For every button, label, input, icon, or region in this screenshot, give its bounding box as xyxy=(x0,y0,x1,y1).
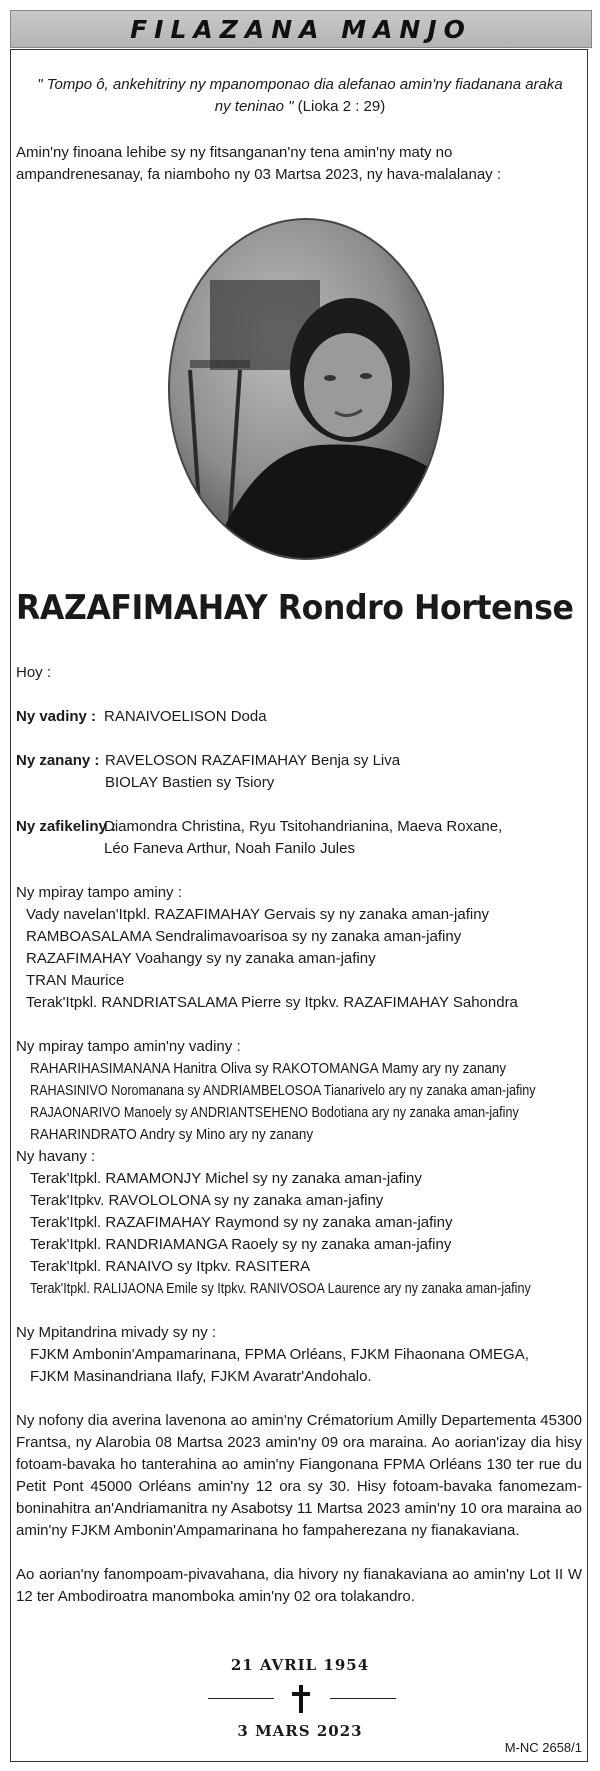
zafikeliny-name: Diamondra Christina, Ryu Tsitohandrianina, Maeva Roxane, xyxy=(104,818,503,835)
list-item xyxy=(30,1102,600,1124)
list-item xyxy=(30,1278,600,1300)
header-title: FILAZANA MANJO xyxy=(130,14,472,44)
zanany-name: RAVELOSON RAZAFIMAHAY Benja sy Liva xyxy=(105,752,401,769)
bible-quote xyxy=(30,74,570,118)
deceased-name: RAZAFIMAHAY Rondro Hortense xyxy=(16,588,574,628)
list-item: Vady navelan'Itpkl. RAZAFIMAHAY Gervais sy ny zanaka aman-jafiny xyxy=(26,906,490,923)
list-item-text: RAHARINDRATO Andry sy Mino ary ny zanany xyxy=(30,1126,314,1143)
family-gathering-paragraph: Ao aorian'ny fanompoam-pivavahana, dia hivory ny fianakaviana ao amin'ny Lot II W 12 ter Ambodiroatra manomboka amin'ny 02 ora tolakandro. xyxy=(16,1566,582,1605)
list-item: Terak'Itpkl. RANAIVO sy Itpkv. RASITERA xyxy=(30,1258,311,1275)
list-item-text: RAJAONARIVO Manoely sy ANDRIANTSEHENO Bodotiana ary ny zanaka aman-jafiny xyxy=(30,1104,519,1121)
divider-right xyxy=(330,1698,396,1699)
mpitandrina-label: Ny Mpitandrina mivady sy ny : xyxy=(16,1324,217,1341)
mpitandrina-list xyxy=(30,1344,529,1388)
quote-reference: (Lioka 2 : 29) xyxy=(293,98,386,115)
mpiray-tampo-vadiny-list xyxy=(30,1058,600,1146)
havany-label: Ny havany : xyxy=(16,1148,96,1165)
havany-list xyxy=(30,1168,600,1300)
hoy-label: Hoy : xyxy=(16,664,52,681)
mpiray-tampo-list xyxy=(26,904,518,1014)
portrait-image xyxy=(170,220,444,560)
list-item: FJKM Ambonin'Ampamarinana, FPMA Orléans, FJKM Fihaonana OMEGA, xyxy=(30,1346,529,1363)
list-item: Terak'Itpkl. RANDRIAMANGA Raoely sy ny zanaka aman-jafiny xyxy=(30,1236,452,1253)
ceremony-paragraph: Ny nofony dia averina lavenona ao amin'ny Crématorium Amilly Departementa 45300 Frantsa, ny Alarobia 08 Martsa 2023 amin'ny 09 ora maraina. Ao aorian'izay dia hisy fotoam-bavaka ho tanterahina ao amin'ny Fiangonana FPMA Orléans 130 ter rue du Petit Pont 45000 Orléans amin'ny 12 ora sy 30. Hisy fotoam-bavaka fanomezam-boninahitra an'Andriamanitra ny Asabotsy 11 Martsa 2023 amin'ny 10 ora maraina ao amin'ny FJKM Ambonin'Ampamarinana ho fampaherezana ny fianakaviana. xyxy=(16,1412,582,1539)
zanany-name: BIOLAY Bastien sy Tsiory xyxy=(105,774,275,791)
list-item: RAMBOASALAMA Sendralimavoarisoa sy ny zanaka aman-jafiny xyxy=(26,928,462,945)
zafikeliny-label: Ny zafikeliny : xyxy=(16,818,117,835)
list-item: Terak'Itpkl. RAZAFIMAHAY Raymond sy ny zanaka aman-jafiny xyxy=(30,1214,453,1231)
portrait-photo xyxy=(168,218,444,560)
zanany-row xyxy=(16,750,401,791)
list-item-text: RAHARIHASIMANANA Hanitra Oliva sy RAKOTOMANGA Mamy ary ny zanany xyxy=(30,1060,507,1077)
cross-icon xyxy=(290,1684,312,1714)
list-item: Terak'Itpkl. RANDRIATSALAMA Pierre sy Itpkv. RAZAFIMAHAY Sahondra xyxy=(26,994,518,1011)
mpiray-tampo-vadiny-label: Ny mpiray tampo amin'ny vadiny : xyxy=(16,1038,241,1055)
zafikeliny-name: Léo Faneva Arthur, Noah Fanilo Jules xyxy=(104,840,355,857)
list-item: Terak'Itpkl. RAMAMONJY Michel sy ny zanaka aman-jafiny xyxy=(30,1170,422,1187)
mpiray-tampo-label: Ny mpiray tampo aminy : xyxy=(16,884,182,901)
list-item: TRAN Maurice xyxy=(26,972,125,989)
divider-left xyxy=(208,1698,274,1699)
vadiny-name: RANAIVOELISON Doda xyxy=(104,708,267,725)
quote-text: " Tompo ô, ankehitriny ny mpanomponao dia alefanao amin'ny fiadanana araka ny teninao " xyxy=(37,76,563,115)
intro-text: Amin'ny finoana lehibe sy ny fitsanganan'ny tena amin'ny maty no ampandrenesanay, fa niamboho ny 03 Martsa 2023, ny hava-malalanay : xyxy=(16,144,502,183)
list-item xyxy=(30,1080,600,1102)
birth-date: 21 AVRIL 1954 xyxy=(230,1656,370,1674)
list-item xyxy=(30,1124,600,1146)
list-item-text: Terak'Itpkl. RALIJAONA Emile sy Itpkv. RANIVOSOA Laurence ary ny zanaka aman-jafiny xyxy=(30,1280,531,1297)
death-date: 3 MARS 2023 xyxy=(237,1722,363,1740)
list-item xyxy=(30,1058,600,1080)
zafikeliny-row xyxy=(16,816,503,857)
list-item: RAZAFIMAHAY Voahangy sy ny zanaka aman-jafiny xyxy=(26,950,376,967)
vadiny-label: Ny vadiny : xyxy=(16,708,97,725)
reference-code: M-NC 2658/1 xyxy=(504,1740,582,1755)
list-item-text: RAHASINIVO Noromanana sy ANDRIAMBELOSOA Tianarivelo ary ny zanaka aman-jafiny xyxy=(30,1082,536,1099)
list-item: Terak'Itpkv. RAVOLOLONA sy ny zanaka aman-jafiny xyxy=(30,1192,384,1209)
list-item: FJKM Masinandriana Ilafy, FJKM Avaratr'Andohalo. xyxy=(30,1368,372,1385)
vadiny-row xyxy=(16,706,267,728)
header-banner xyxy=(10,10,592,48)
zanany-label: Ny zanany : xyxy=(16,752,100,769)
